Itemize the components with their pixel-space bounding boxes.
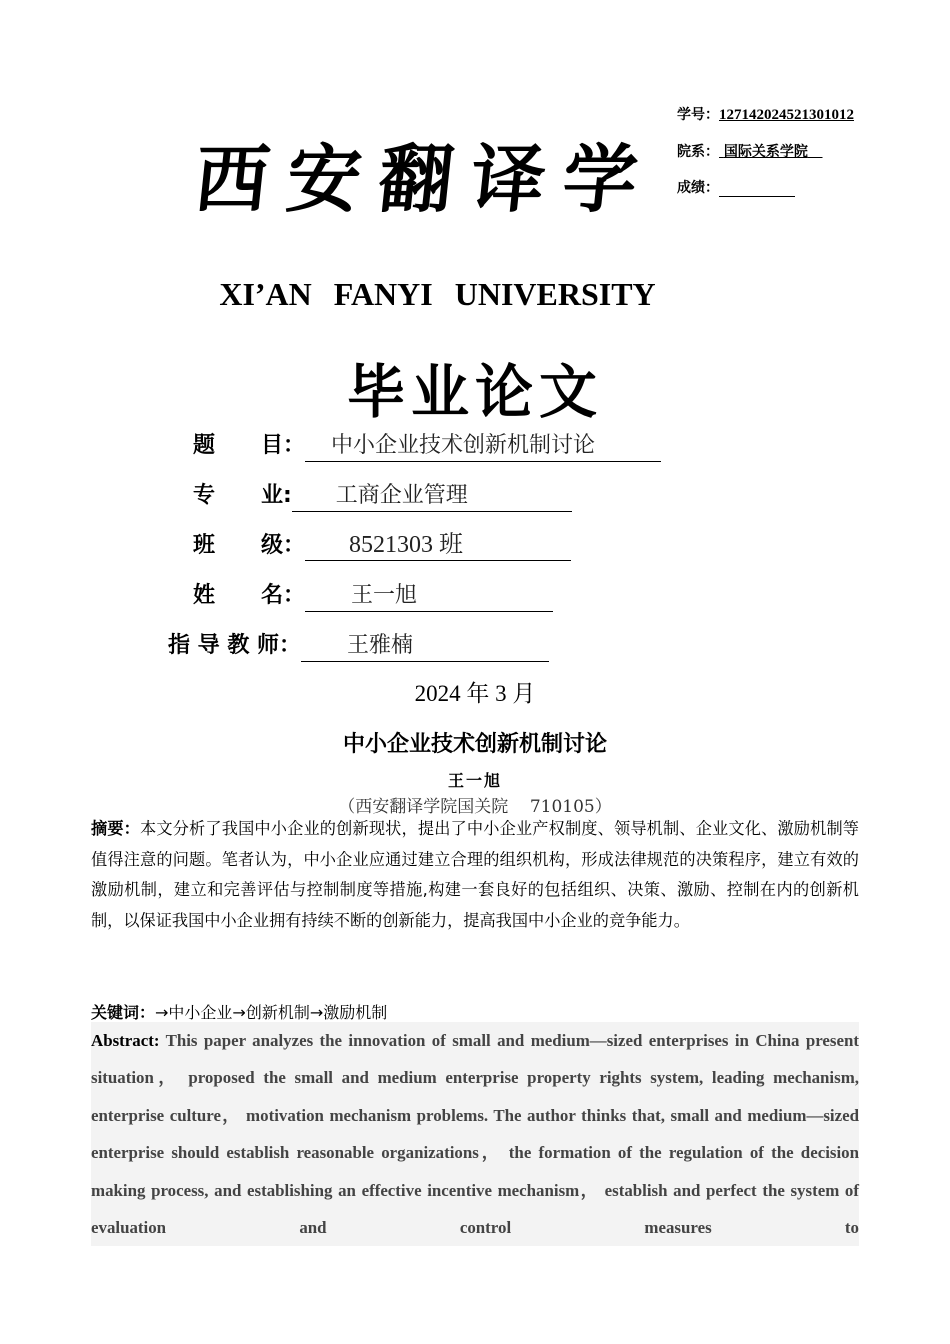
abstract-en-label: Abstract: [91, 1031, 160, 1050]
field-major [193, 477, 572, 511]
department-label: 院系： [677, 144, 719, 160]
grade-blank [719, 182, 795, 197]
field-class-label: 班 级： [193, 533, 305, 558]
field-major-label: 专 业: [193, 483, 292, 508]
field-name-value: 王一旭 [305, 581, 553, 612]
student-id-value: 127142024521301012 [719, 107, 854, 123]
abstract-en-text: This paper analyzes the innovation of small and medium—sized enterprises in China present situation， proposed the small and medium enterprise property rights system, leading mechanism, enterprise culture， motivation mechanism problems. The author thinks that, small and medium—sized enterprise should establish reasonable organizations， the formation of the regulation of the decision making process, and establishing an effective incentive mechanism， establish and perfect the system of evaluation and control measures to [91, 1031, 859, 1238]
paper-author: 王一旭 [447, 771, 502, 790]
abstract-label: 摘要： [91, 819, 141, 838]
grade-line [677, 177, 795, 197]
thesis-heading: 毕业论文 [346, 358, 603, 426]
field-title-label: 题 目： [193, 433, 305, 458]
abstract-english [91, 1022, 859, 1246]
field-advisor-value: 王雅楠 [301, 631, 549, 662]
keywords-text: →中小企业→创新机制→激励机制 [155, 1003, 388, 1022]
field-advisor-label: 指 导 教 师： [168, 633, 301, 658]
cover-date: 2024 年 3 月 [414, 681, 536, 706]
department-line [677, 141, 823, 161]
abstract-chinese [91, 814, 859, 936]
paper-title: 中小企业技术创新机制讨论 [342, 732, 607, 757]
department-value: 国际关系学院 [723, 144, 808, 160]
field-class [193, 527, 571, 561]
keywords-label: 关键词： [91, 1003, 156, 1022]
university-english-name: XI’AN FANYI UNIVERSITY [219, 276, 656, 312]
abstract-text: 本文分析了我国中小企业的创新现状，提出了中小企业产权制度、领导机制、企业文化、激励机制等值得注意的问题。笔者认为，中小企业应通过建立合理的组织机构，形成法律规范的决策程序，建立有效的激励机制，建立和完善评估与控制制度等措施,构建一套良好的包括组织、决策、激励、控制在内的创新机制，以保证我国中小企业拥有持续不断的创新能力，提高我国中小企业的竞争能力。 [91, 819, 859, 930]
keywords [91, 1000, 387, 1023]
field-title-value: 中小企业技术创新机制讨论 [305, 431, 661, 462]
paper-affiliation: （西安翻译学院国关院 710105） [338, 797, 612, 817]
field-name [193, 577, 553, 611]
field-advisor [168, 627, 549, 661]
student-id-line [677, 104, 854, 124]
grade-label: 成绩： [677, 180, 719, 196]
field-class-value: 8521303 班 [305, 530, 571, 561]
student-id-label: 学号： [677, 107, 719, 123]
field-major-value: 工商企业管理 [292, 481, 572, 512]
field-name-label: 姓 名： [193, 583, 305, 608]
university-logo: 西安翻译学 [190, 137, 660, 223]
field-title [193, 427, 661, 461]
